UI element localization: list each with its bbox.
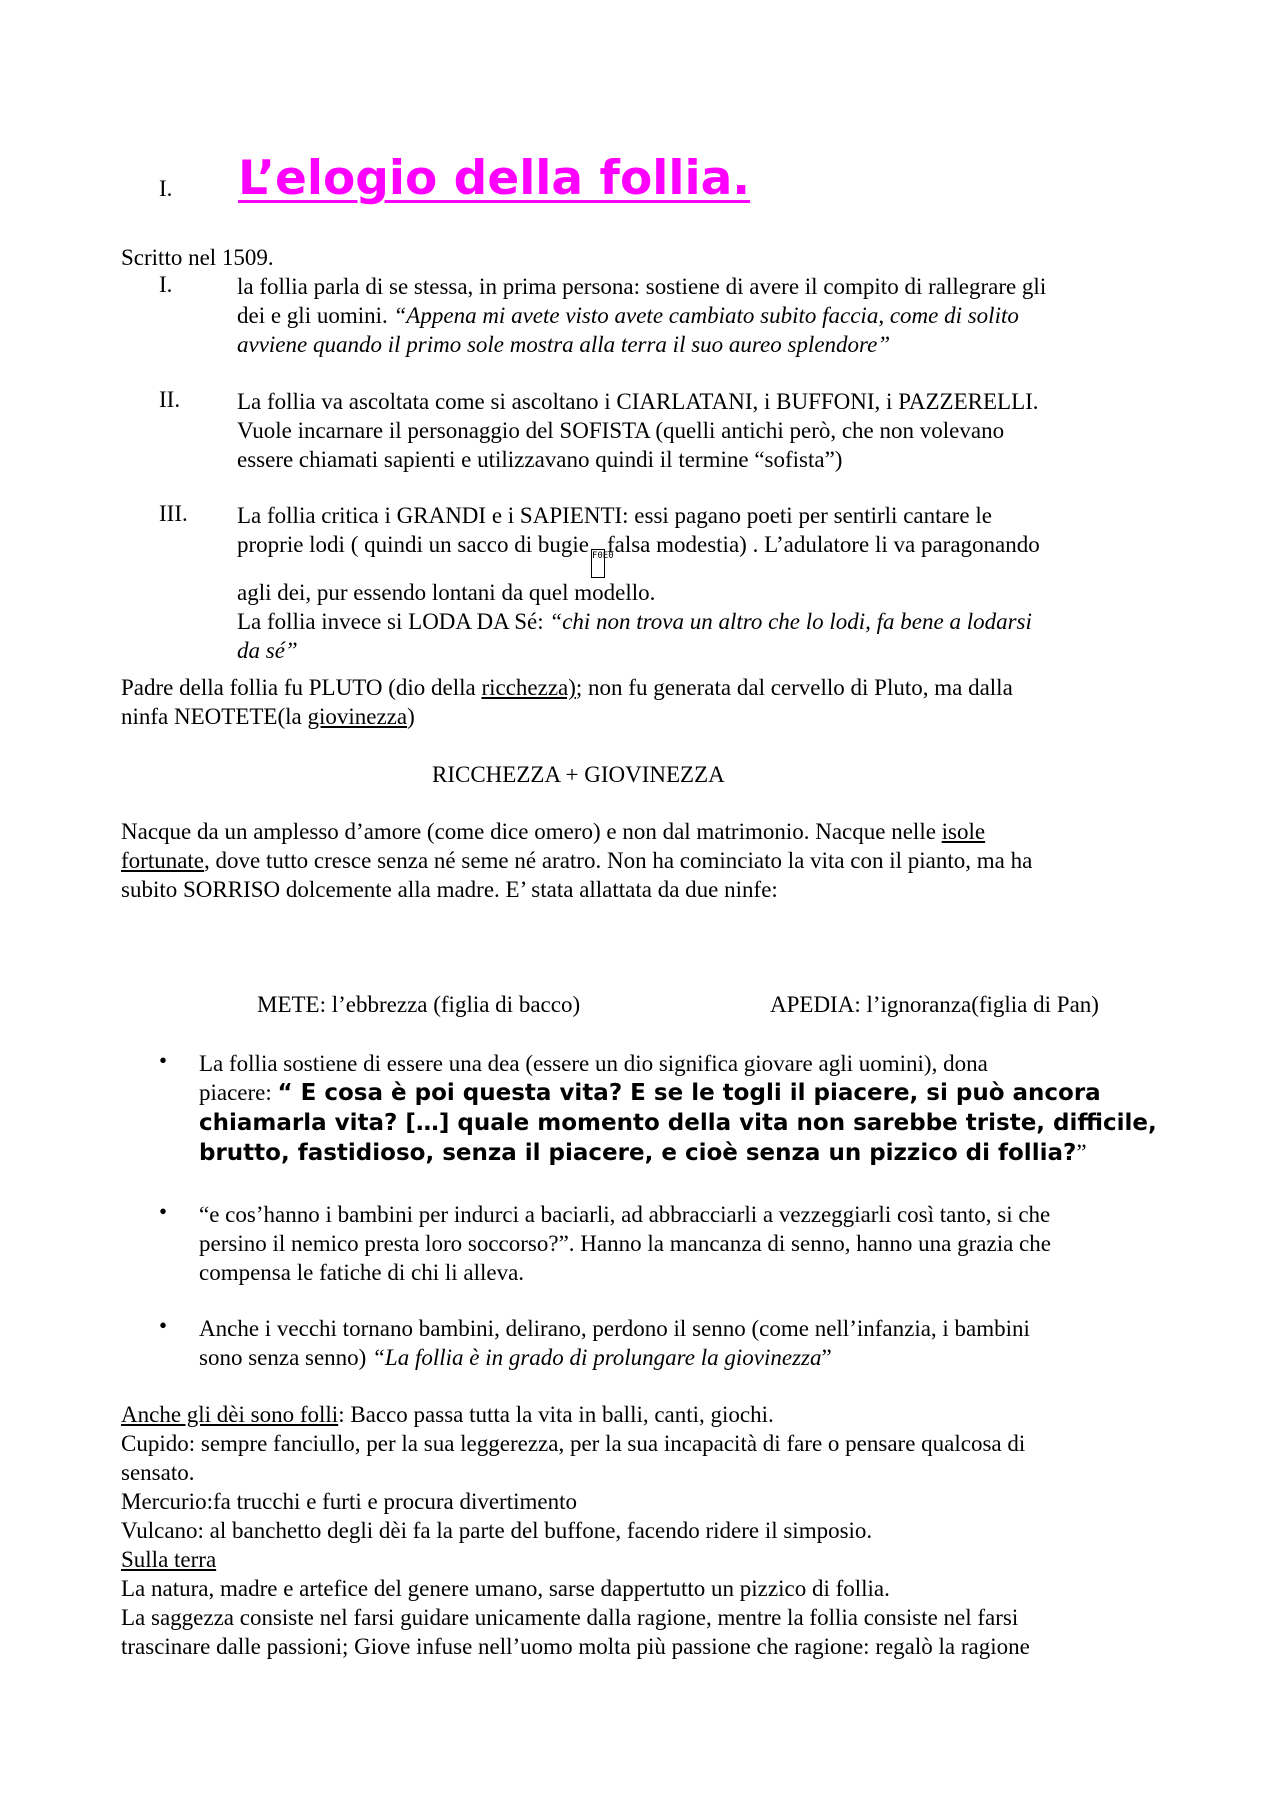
text-line	[121, 1545, 1161, 1574]
text-line: La saggezza consiste nel farsi guidare unicamente dalla ragione, mentre la follia consiste nel farsi	[121, 1605, 1019, 1630]
text-line: persino il nemico presta loro soccorso?”. Hanno la mancanza di senno, hanno una grazia che	[199, 1231, 1051, 1256]
text-span: , dove tutto cresce senza né seme né aratro. Non ha cominciato la vita con il pianto, ma ha	[204, 848, 1033, 873]
underlined-span: ricchezza)	[481, 675, 576, 700]
text-line	[199, 1108, 1164, 1138]
bullet-icon: •	[159, 1199, 168, 1224]
text-span: )	[407, 704, 415, 729]
parentage-paragraph	[121, 673, 1161, 731]
nymph-apedia: APEDIA: l’ignoranza(figlia di Pan)	[770, 992, 1099, 1017]
text-line	[237, 301, 1157, 330]
text-span: ninfa NEOTETE(la	[121, 704, 308, 729]
text-span: sono senza senno)	[199, 1345, 373, 1370]
section-heading: Anche gli dèi sono folli	[121, 1402, 339, 1427]
bullet-item-1	[199, 1049, 1164, 1168]
formula-line: RICCHEZZA + GIOVINEZZA	[432, 762, 725, 787]
text-line: “e cos’hanno i bambini per indurci a baciarli, ad abbracciarli a vezzeggiarli così tanto, si che	[199, 1202, 1051, 1227]
text-line	[121, 702, 1161, 731]
birth-paragraph	[121, 817, 1161, 904]
quote-span: “La follia è in grado di prolungare la giovinezza	[372, 1345, 822, 1370]
text-span: proprie lodi ( quindi un sacco di bugie	[237, 532, 589, 557]
text-line	[237, 330, 1157, 359]
heading-number: I.	[159, 176, 173, 201]
text-line	[121, 817, 1161, 846]
text-span: Nacque da un amplesso d’amore (come dice omero) e non dal matrimonio. Nacque nelle	[121, 819, 942, 844]
text-span: dei e gli uomini.	[237, 303, 394, 328]
text-line: La follia sostiene di essere una dea (essere un dio significa giovare agli uomini), dona	[199, 1051, 988, 1076]
text-line: la follia parla di se stessa, in prima persona: sostiene di avere il compito di rallegrare gli	[237, 274, 1047, 299]
text-line	[121, 1400, 1161, 1429]
intro-line: Scritto nel 1509.	[121, 245, 274, 270]
bullet-icon: •	[159, 1313, 168, 1338]
text-line	[237, 530, 1157, 578]
text-line: Mercurio:fa trucchi e furti e procura divertimento	[121, 1489, 577, 1514]
text-span: : Bacco passa tutta la vita in balli, canti, giochi.	[338, 1402, 774, 1427]
text-line	[121, 846, 1161, 875]
text-line	[199, 1343, 1164, 1372]
numbered-item-2	[237, 387, 1157, 474]
page-title: L’elogio della follia.	[238, 151, 751, 206]
numbered-item-3	[237, 501, 1157, 665]
underlined-span: isole	[941, 819, 986, 844]
numbered-item-1	[237, 272, 1157, 359]
text-line	[237, 636, 1157, 665]
missing-glyph-icon: F0E0	[591, 549, 605, 578]
text-line: La follia va ascoltata come si ascoltano i CIARLATANI, i BUFFONI, i PAZZERELLI.	[237, 389, 1039, 414]
text-line	[199, 1138, 1164, 1168]
text-span: falsa modestia) . L’adulatore li va paragonando	[606, 532, 1040, 557]
text-line	[199, 1078, 1164, 1108]
item-number: I.	[159, 272, 173, 297]
nymph-mete: METE: l’ebbrezza (figlia di bacco)	[257, 992, 581, 1017]
text-span: piacere:	[199, 1080, 278, 1105]
bold-quote-span: “ E cosa è poi questa vita? E se le togli il piacere, si può ancora	[277, 1080, 1101, 1106]
quote-span: avviene quando il primo sole mostra alla terra il suo aureo splendore”	[237, 332, 891, 357]
text-line: La natura, madre e artefice del genere umano, sarse dappertutto un pizzico di follia.	[121, 1576, 890, 1601]
text-line: Vuole incarnare il personaggio del SOFISTA (quelli antichi però, che non volevano	[237, 418, 1005, 443]
bullet-icon: •	[159, 1048, 168, 1073]
item-number: II.	[159, 387, 181, 412]
text-span: ”	[821, 1345, 832, 1370]
text-line	[121, 673, 1161, 702]
text-span: La follia invece si LODA DA Sé:	[237, 609, 550, 634]
text-span: ”	[1076, 1140, 1087, 1165]
bullet-item-2	[199, 1200, 1164, 1287]
bold-quote-span: brutto, fastidioso, senza il piacere, e cioè senza un pizzico di follia?	[199, 1140, 1077, 1166]
section-heading: Sulla terra	[121, 1547, 217, 1572]
bullet-item-3	[199, 1314, 1164, 1372]
text-line: sensato.	[121, 1460, 195, 1485]
bold-quote-span: chiamarla vita? […] quale momento della vita non sarebbe triste, difficile,	[199, 1110, 1157, 1136]
text-line: La follia critica i GRANDI e i SAPIENTI: essi pagano poeti per sentirli cantare le	[237, 503, 992, 528]
quote-span: “chi non trova un altro che lo lodi, fa bene a lodarsi	[549, 609, 1032, 634]
text-line: compensa le fatiche di chi li alleva.	[199, 1260, 525, 1285]
underlined-span: fortunate	[121, 848, 205, 873]
text-line: agli dei, pur essendo lontani da quel modello.	[237, 580, 656, 605]
text-line	[237, 607, 1157, 636]
item-number: III.	[159, 501, 188, 526]
quote-span: da sé”	[237, 638, 298, 663]
quote-span: “Appena mi avete visto avete cambiato subito faccia, come di solito	[393, 303, 1019, 328]
text-line: subito SORRISO dolcemente alla madre. E’ stata allattata da due ninfe:	[121, 877, 778, 902]
text-line: Anche i vecchi tornano bambini, delirano, perdono il senno (come nell’infanzia, i bambini	[199, 1316, 1030, 1341]
text-span: Padre della follia fu PLUTO (dio della	[121, 675, 482, 700]
text-line: trascinare dalle passioni; Giove infuse nell’uomo molta più passione che ragione: regalò la ragione	[121, 1634, 1030, 1659]
text-line: Cupido: sempre fanciullo, per la sua leggerezza, per la sua incapacità di fare o pensare qualcosa di	[121, 1431, 1026, 1456]
text-line: Vulcano: al banchetto degli dèi fa la parte del buffone, facendo ridere il simposio.	[121, 1518, 873, 1543]
text-line: essere chiamati sapienti e utilizzavano quindi il termine “sofista”)	[237, 447, 843, 472]
gods-paragraph	[121, 1400, 1161, 1661]
underlined-span: giovinezza	[307, 704, 408, 729]
text-span: ; non fu generata dal cervello di Pluto, ma dalla	[575, 675, 1013, 700]
